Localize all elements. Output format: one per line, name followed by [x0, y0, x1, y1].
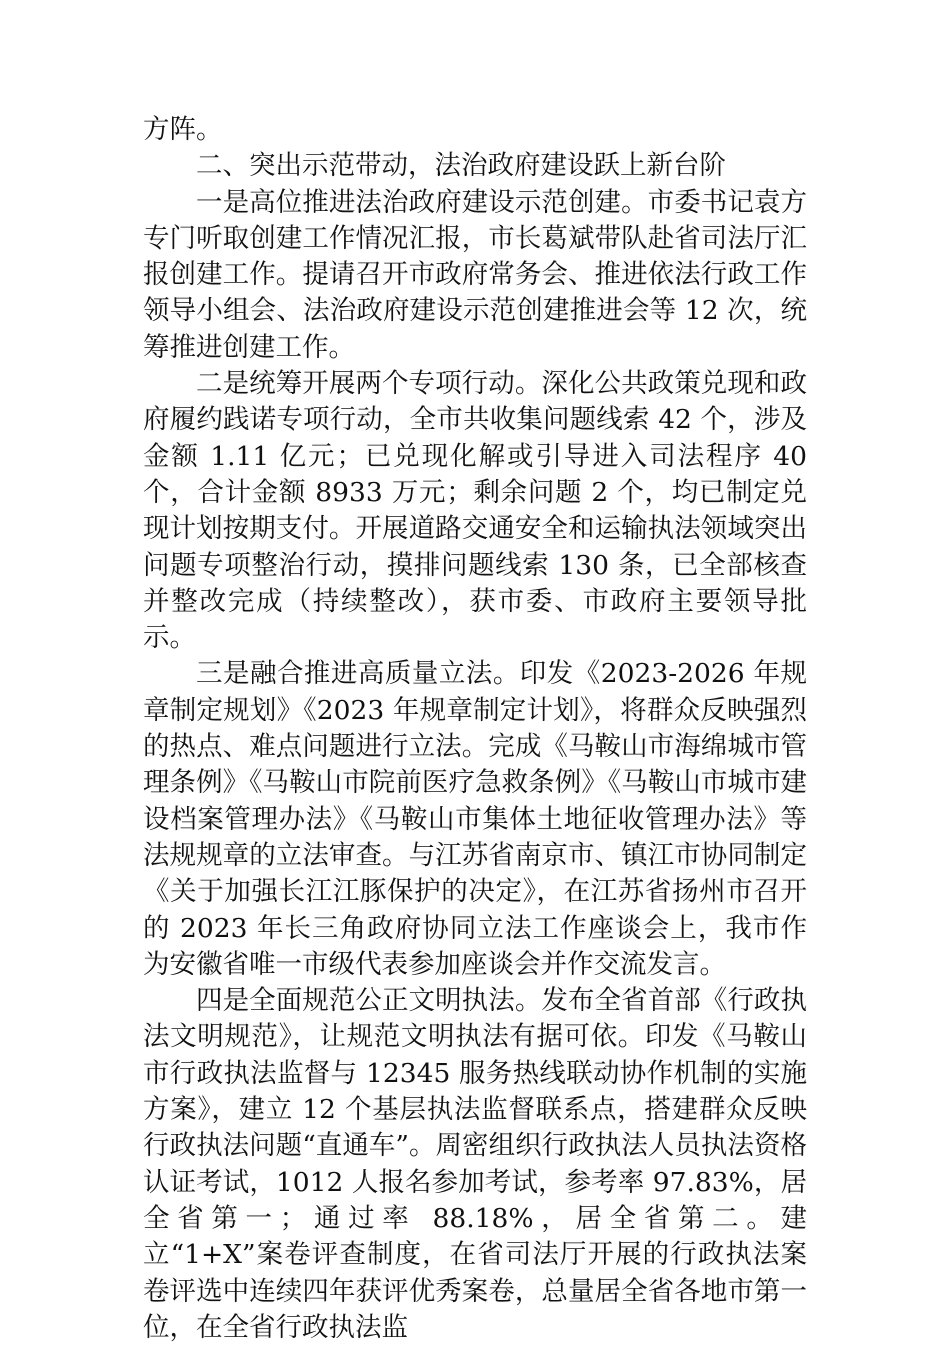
paragraph-2: 二是统筹开展两个专项行动。深化公共政策兑现和政府履约践诺专项行动，全市共收集问题线索 42 个，涉及金额 1.11 亿元；已兑现化解或引导进入司法程序 40 个，合计金额 8933 万元；剩余问题 2 个，均已制定兑现计划按期支付。开展道路交通安全和运输执法领域突出问题专项整治行动，摸排问题线索 130 条，已全部核查并整改完成（持续整改），获市委、市政府主要领导批示。	[143, 368, 807, 654]
paragraph-3: 三是融合推进高质量立法。印发《2023-2026 年规章制定规划》《2023 年规章制定计划》，将群众反映强烈的热点、难点问题进行立法。完成《马鞍山市海绵城市管理条例》《马鞍山市院前医疗急救条例》《马鞍山市城市建设档案管理办法》《马鞍山市集体土地征收管理办法》等法规规章的立法审查。与江苏省南京市、镇江市协同制定《关于加强长江江豚保护的决定》，在江苏省扬州市召开的 2023 年长三角政府协同立法工作座谈会上，我市作为安徽省唯一市级代表参加座谈会并作交流发言。	[143, 658, 807, 980]
paragraph-1: 一是高位推进法治政府建设示范创建。市委书记袁方专门听取创建工作情况汇报，市长葛斌带队赴省司法厅汇报创建工作。提请召开市政府常务会、推进依法行政工作领导小组会、法治政府建设示范创建推进会等 12 次，统筹推进创建工作。	[143, 186, 807, 363]
document-body	[143, 112, 807, 1346]
section-heading: 二、突出示范带动，法治政府建设跃上新台阶	[196, 150, 726, 182]
continuation-text: 方阵。	[143, 114, 223, 145]
paragraph-4: 四是全面规范公正文明执法。发布全省首部《行政执法文明规范》，让规范文明执法有据可依。印发《马鞍山市行政执法监督与 12345 服务热线联动协作机制的实施方案》，建立 12 个基层执法监督联系点，搭建群众反映行政执法问题“直通车”。周密组织行政执法人员执法资格认证考试，1012 人报名参加考试，参考率 97.83%，居全省第一；通过率 88.18%，居全省第二。建立“1+X”案卷评查制度，在省司法厅开展的行政执法案卷评选中连续四年获评优秀案卷，总量居全省各地市第一位，在全省行政执法监	[143, 985, 807, 1343]
